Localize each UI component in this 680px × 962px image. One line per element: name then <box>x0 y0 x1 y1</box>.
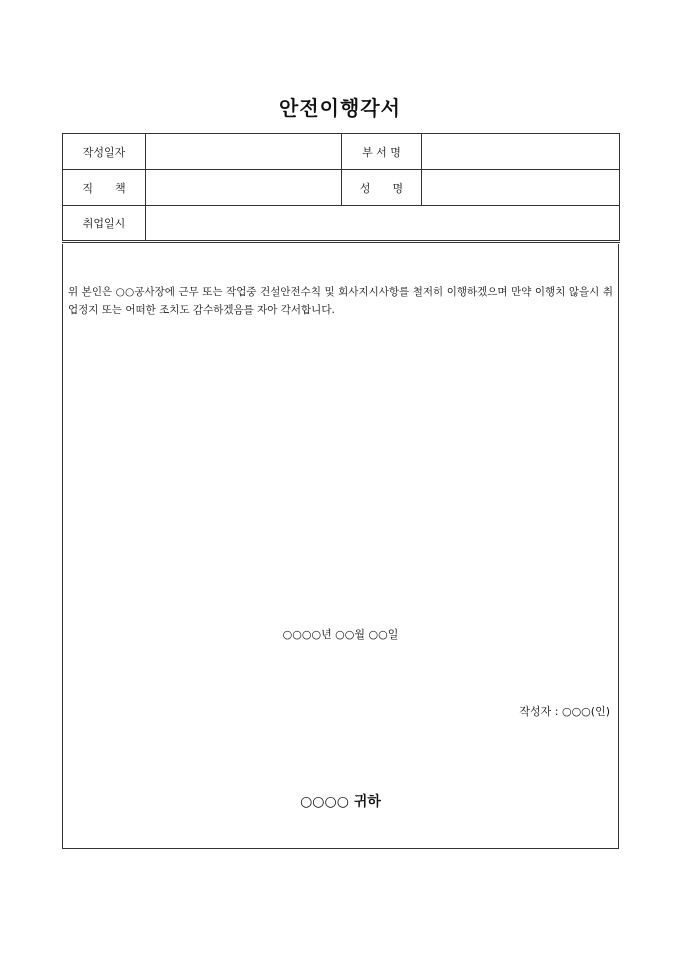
info-row-1 <box>63 134 620 170</box>
department-label: 부 서 명 <box>342 134 422 170</box>
name-label: 성 명 <box>342 170 422 206</box>
position-label: 직 책 <box>63 170 146 206</box>
info-table <box>62 133 620 243</box>
department-field[interactable] <box>422 134 620 170</box>
page-title: 안전이행각서 <box>279 96 401 120</box>
name-field[interactable] <box>422 170 620 206</box>
work-date-field[interactable] <box>146 206 620 242</box>
writer-signature: 작성자 : ○○○(인) <box>519 705 610 718</box>
work-date-label: 취업일시 <box>63 206 146 242</box>
date-label: 작성일자 <box>63 134 146 170</box>
info-row-3 <box>63 206 620 242</box>
info-row-2 <box>63 170 620 206</box>
statement-text: 위 본인은 ○○공사장에 근무 또는 작업중 건설안전수칙 및 회사지시사항를 철저히 이행하겠으며 만약 이행치 않을시 취업정지 또는 어떠한 조치도 감수하겠음를 자아 각서합니다. <box>68 286 613 316</box>
date-field[interactable] <box>146 134 342 170</box>
statement-box <box>62 244 619 849</box>
signature-date: ○○○○년 ○○월 ○○일 <box>282 628 399 641</box>
position-field[interactable] <box>146 170 342 206</box>
recipient: ○○○○ 귀하 <box>300 794 381 810</box>
